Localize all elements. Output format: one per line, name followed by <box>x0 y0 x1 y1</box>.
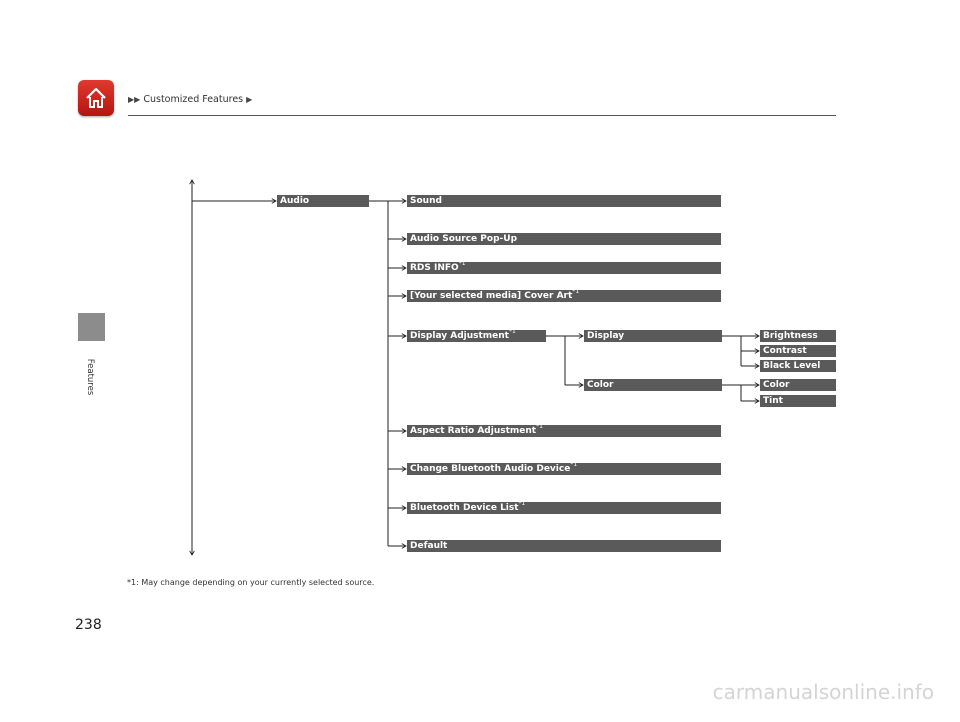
footnote-mark: *1 <box>572 290 580 295</box>
footnote-mark: *1 <box>509 330 516 335</box>
node-sound: Sound <box>407 195 721 207</box>
node-audio: Audio <box>277 195 369 207</box>
node-rds-info: RDS INFO$^{*1}$ <box>407 262 721 274</box>
node-display: Display <box>584 330 722 342</box>
breadcrumb-arrow-icon: ▶ <box>246 95 253 104</box>
footnote: *1: May change depending on your currently selected source. <box>127 578 375 587</box>
node-black-level: Black Level <box>760 360 836 372</box>
node-color: Color <box>584 379 722 391</box>
breadcrumb-arrows-icon: ▶▶ <box>128 95 141 104</box>
node-aspect-ratio: Aspect Ratio Adjustment$^{*1}$ <box>407 425 721 437</box>
section-label: Features <box>85 358 95 396</box>
node-brightness: Brightness <box>760 330 836 342</box>
footnote-mark: *1 <box>570 463 578 468</box>
footnote-mark: *1 <box>518 502 526 507</box>
node-bt-audio-device: Change Bluetooth Audio Device$^{*1}$ <box>407 463 721 475</box>
node-tint: Tint <box>760 395 836 407</box>
watermark: carmanualsonline.info <box>712 680 934 704</box>
node-contrast: Contrast <box>760 345 836 357</box>
node-color-sub: Color <box>760 379 836 391</box>
node-default: Default <box>407 540 721 552</box>
node-display-adjustment: Display Adjustment$^{*1}$ <box>407 330 546 342</box>
breadcrumb-link[interactable]: Customized Features <box>143 94 244 105</box>
footnote-mark: *1 <box>536 425 543 430</box>
footnote-mark: *1 <box>458 262 466 267</box>
node-bt-device-list: Bluetooth Device List$^{*1}$ <box>407 502 721 514</box>
node-audio-source-popup: Audio Source Pop-Up <box>407 233 721 245</box>
page-number: 238 <box>75 617 102 633</box>
node-cover-art: [Your selected media] Cover Art$^{*1}$ <box>407 290 721 302</box>
